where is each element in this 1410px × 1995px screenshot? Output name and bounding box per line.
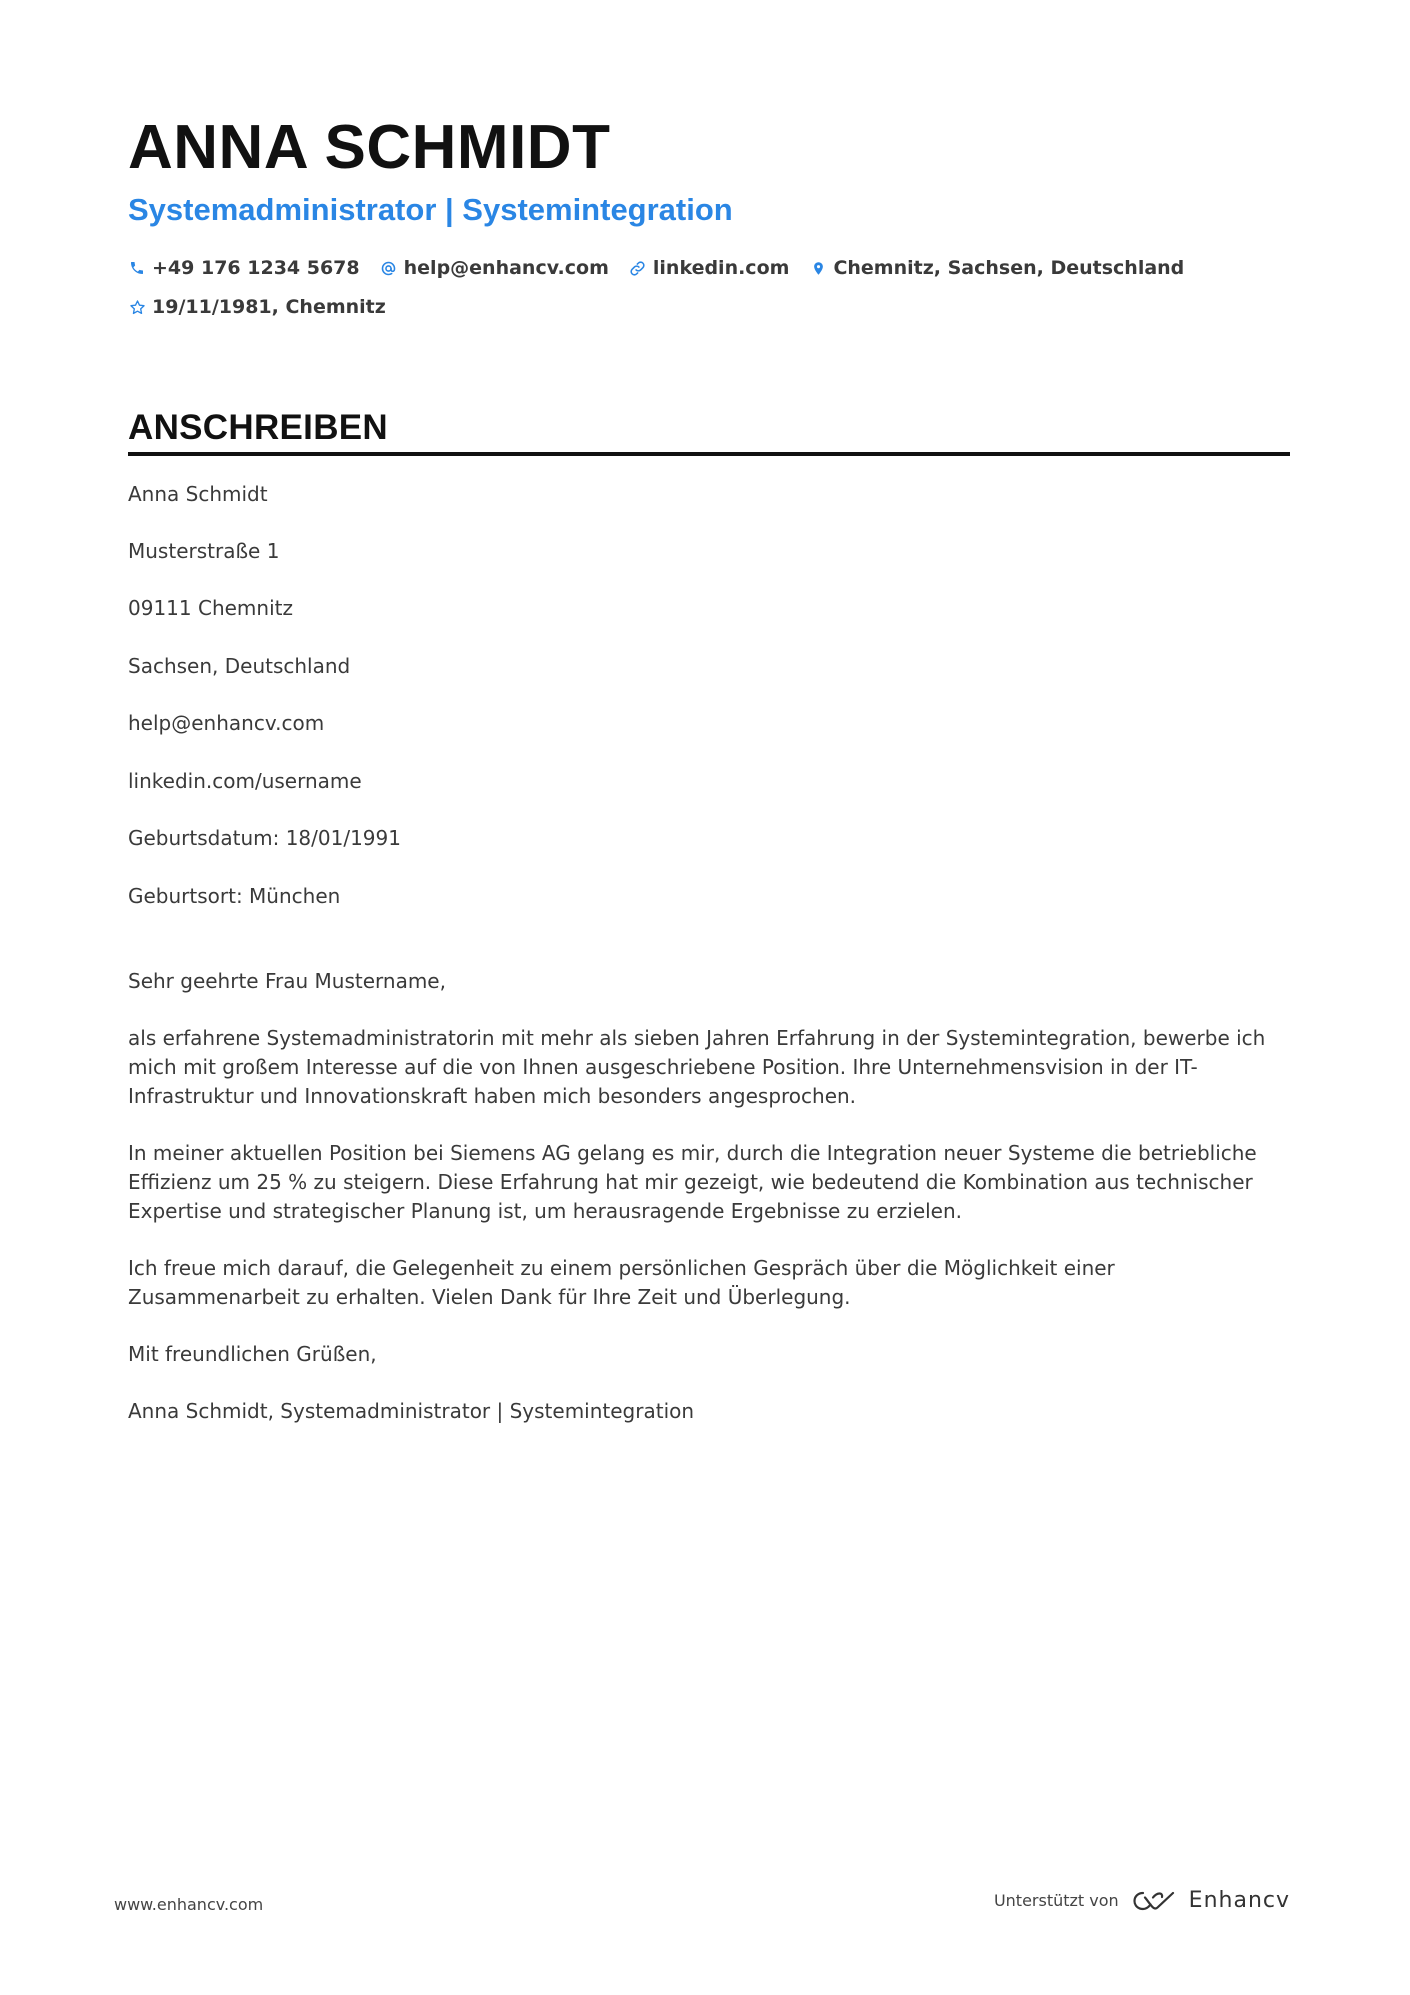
- contact-row-2: [128, 293, 406, 321]
- address-line: Sachsen, Deutschland: [128, 654, 351, 678]
- address-line: Geburtsdatum: 18/01/1991: [128, 826, 401, 850]
- footer-brand[interactable]: [994, 1888, 1290, 1913]
- signature: Anna Schmidt, Systemadministrator | Systemintegration: [128, 1399, 695, 1423]
- job-title: Systemadministrator | Systemintegration: [128, 192, 733, 227]
- closing: Mit freundlichen Grüßen,: [128, 1342, 377, 1366]
- address-line: Anna Schmidt: [128, 482, 268, 506]
- address-line: help@enhancv.com: [128, 711, 325, 735]
- applicant-name: ANNA SCHMIDT: [128, 113, 611, 182]
- contact-birth: [128, 296, 386, 318]
- contact-location-text: Chemnitz, Sachsen, Deutschland: [833, 257, 1185, 279]
- contact-email-text: help@enhancv.com: [403, 257, 609, 279]
- location-pin-icon: [809, 259, 827, 277]
- contact-linkedin-text: linkedin.com: [652, 257, 790, 279]
- link-icon: [629, 259, 647, 277]
- address-line: Musterstraße 1: [128, 539, 280, 563]
- address-line: 09111 Chemnitz: [128, 596, 293, 620]
- contact-phone-text: +49 176 1234 5678: [152, 257, 360, 279]
- address-line: Geburtsort: München: [128, 884, 341, 908]
- contact-email[interactable]: [380, 257, 609, 279]
- star-icon: [128, 298, 146, 316]
- contact-linkedin[interactable]: [629, 257, 790, 279]
- enhancv-logo-text: Enhancv: [1188, 1888, 1290, 1913]
- enhancv-logo-icon: [1131, 1889, 1177, 1913]
- contact-phone[interactable]: [128, 257, 360, 279]
- contact-row-1: [128, 254, 1204, 282]
- section-heading: [128, 404, 1290, 456]
- letter-paragraph: In meiner aktuellen Position bei Siemens AG gelang es mir, durch die Integration neuer Systeme die betriebliche Effizienz um 25 % zu steigern. Diese Erfahrung hat mir gezeigt, wie bedeutend die Kombination aus technischer Expertise und strategischer Planung ist, um herausragende Ergebnisse zu erzielen.: [128, 1141, 1257, 1223]
- powered-by-label: Unterstützt von: [993, 1891, 1119, 1910]
- at-icon: [380, 259, 398, 277]
- footer-website-link[interactable]: www.enhancv.com: [114, 1895, 264, 1914]
- section-heading-text: ANSCHREIBEN: [128, 408, 388, 447]
- address-line: linkedin.com/username: [128, 769, 362, 793]
- contact-birth-text: 19/11/1981, Chemnitz: [152, 296, 386, 318]
- salutation: Sehr geehrte Frau Mustername,: [128, 969, 446, 993]
- phone-icon: [128, 259, 146, 277]
- letter-paragraph: Ich freue mich darauf, die Gelegenheit zu einem persönlichen Gespräch über die Möglichkeit einer Zusammenarbeit zu erhalten. Vielen Dank für Ihre Zeit und Überlegung.: [128, 1256, 1115, 1309]
- contact-location: [809, 257, 1184, 279]
- letter-paragraph: als erfahrene Systemadministratorin mit mehr als sieben Jahren Erfahrung in der Systemintegration, bewerbe ich mich mit großem Interesse auf die von Ihnen ausgeschriebene Position. Ihre Unternehmensvision in der IT-Infrastruktur und Innovationskraft haben mich besonders angesprochen.: [128, 1026, 1266, 1108]
